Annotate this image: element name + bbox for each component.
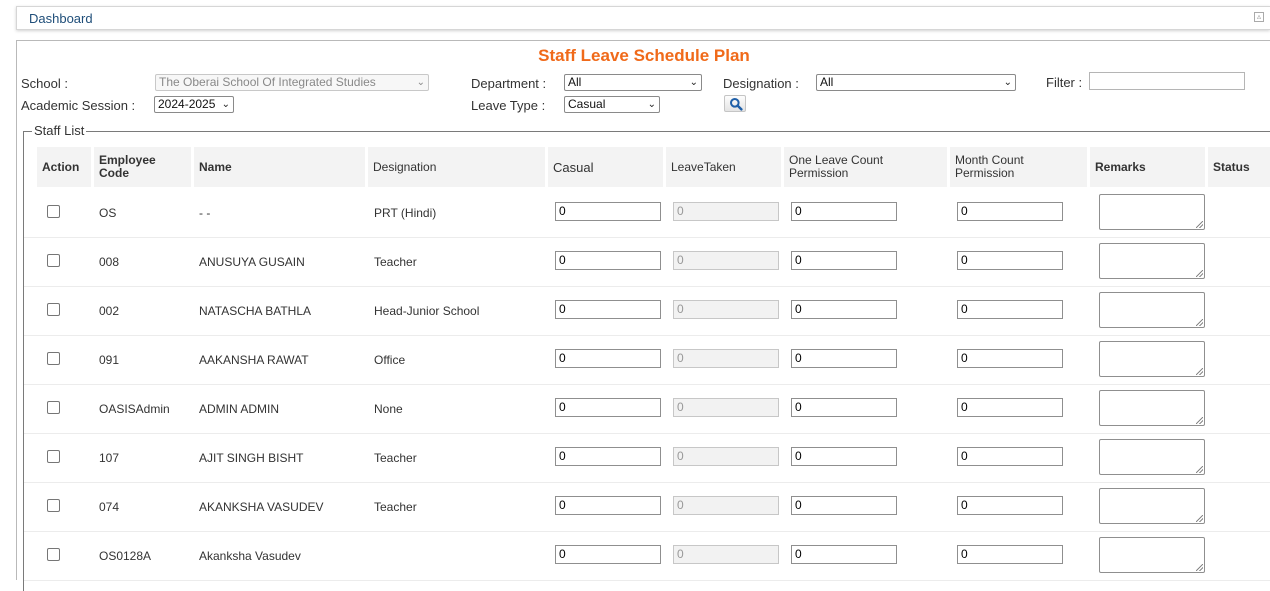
- col-remarks: Remarks: [1090, 147, 1205, 187]
- employee-name: AJIT SINGH BISHT: [199, 451, 304, 465]
- month-count-input[interactable]: 0: [957, 496, 1063, 515]
- department-select[interactable]: [564, 74, 702, 91]
- staff-list: [23, 123, 1270, 591]
- employee-name: NATASCHA BATHLA: [199, 304, 312, 318]
- col-status: Status: [1208, 147, 1270, 187]
- employee-designation: Teacher: [374, 451, 417, 465]
- col-casual: Casual: [548, 147, 663, 187]
- restore-icon[interactable]: ▵: [1254, 12, 1264, 22]
- table-row: [24, 532, 1270, 581]
- session-label: Academic Session :: [21, 98, 136, 113]
- page-title: Staff Leave Schedule Plan: [538, 46, 750, 65]
- remarks-textarea[interactable]: [1099, 537, 1205, 573]
- table-row: [24, 189, 1270, 238]
- filter-label: Filter :: [1046, 75, 1083, 90]
- remarks-textarea[interactable]: [1099, 341, 1205, 377]
- search-button[interactable]: [724, 95, 746, 112]
- one-leave-count-input[interactable]: 0: [791, 300, 897, 319]
- designation-label: Designation :: [723, 76, 799, 91]
- table-row: [24, 385, 1270, 434]
- employee-designation: Head-Junior School: [374, 304, 480, 318]
- one-leave-count-input[interactable]: 0: [791, 202, 897, 221]
- leave-taken-input: 0: [673, 202, 779, 221]
- one-leave-count-input[interactable]: 0: [791, 349, 897, 368]
- employee-code: 008: [99, 255, 120, 269]
- school-label: School :: [21, 76, 68, 91]
- chevron-down-icon: ⌄: [647, 99, 656, 110]
- resize-grip-icon: [1196, 466, 1203, 473]
- col-action: Action: [37, 147, 91, 187]
- designation-select[interactable]: [816, 74, 1016, 91]
- leave-type-select[interactable]: [564, 96, 660, 113]
- col-name: Name: [194, 147, 365, 187]
- month-count-input[interactable]: 0: [957, 202, 1063, 221]
- casual-input[interactable]: 0: [555, 545, 661, 564]
- col-leave-taken: LeaveTaken: [666, 147, 781, 187]
- chevron-down-icon: ⌄: [221, 99, 230, 110]
- chevron-down-icon: ⌄: [689, 77, 698, 88]
- designation-select-value: All: [820, 75, 834, 89]
- one-leave-count-input[interactable]: 0: [791, 496, 897, 515]
- table-row: [24, 483, 1270, 532]
- month-count-input[interactable]: 0: [957, 349, 1063, 368]
- row-select-checkbox[interactable]: [47, 450, 60, 463]
- casual-input[interactable]: 0: [555, 349, 661, 368]
- employee-name: AKANKSHA VASUDEV: [199, 500, 324, 514]
- one-leave-count-input[interactable]: 0: [791, 251, 897, 270]
- search-icon: [729, 97, 743, 111]
- chevron-down-icon: ⌄: [416, 77, 425, 88]
- row-select-checkbox[interactable]: [47, 548, 60, 561]
- remarks-textarea[interactable]: [1099, 243, 1205, 279]
- employee-designation: Teacher: [374, 255, 417, 269]
- col-month-count: Month Count Permission: [950, 147, 1087, 187]
- session-select-value: 2024-2025: [158, 97, 216, 111]
- filter-input[interactable]: [1089, 72, 1245, 90]
- resize-grip-icon: [1196, 417, 1203, 424]
- row-select-checkbox[interactable]: [47, 254, 60, 267]
- leave-taken-input: 0: [673, 398, 779, 417]
- casual-input[interactable]: 0: [555, 447, 661, 466]
- month-count-input[interactable]: 0: [957, 545, 1063, 564]
- employee-name: Akanksha Vasudev: [199, 549, 301, 563]
- breadcrumb-dashboard[interactable]: Dashboard: [29, 11, 93, 26]
- one-leave-count-input[interactable]: 0: [791, 545, 897, 564]
- row-select-checkbox[interactable]: [47, 303, 60, 316]
- leave-type-label: Leave Type :: [471, 98, 546, 113]
- remarks-textarea[interactable]: [1099, 194, 1205, 230]
- resize-grip-icon: [1196, 270, 1203, 277]
- employee-code: OS0128A: [99, 549, 152, 563]
- chevron-down-icon: ⌄: [1003, 77, 1012, 88]
- employee-name: ANUSUYA GUSAIN: [199, 255, 305, 269]
- employee-code: 091: [99, 353, 120, 367]
- department-label: Department :: [471, 76, 547, 91]
- employee-code: 107: [99, 451, 120, 465]
- leave-taken-input: 0: [673, 349, 779, 368]
- casual-input[interactable]: 0: [555, 496, 661, 515]
- employee-designation: None: [374, 402, 403, 416]
- resize-grip-icon: [1196, 368, 1203, 375]
- session-select[interactable]: [154, 96, 234, 113]
- staff-list-legend: Staff List: [34, 123, 85, 138]
- month-count-input[interactable]: 0: [957, 447, 1063, 466]
- casual-input[interactable]: 0: [555, 202, 661, 221]
- col-one-leave-count: One Leave Count Permission: [784, 147, 947, 187]
- table-row: [24, 336, 1270, 385]
- main-panel: [16, 40, 1270, 580]
- remarks-textarea[interactable]: [1099, 292, 1205, 328]
- resize-grip-icon: [1196, 319, 1203, 326]
- school-select: [155, 74, 429, 91]
- remarks-textarea[interactable]: [1099, 390, 1205, 426]
- leave-taken-input: 0: [673, 496, 779, 515]
- employee-designation: Office: [374, 353, 406, 367]
- row-select-checkbox[interactable]: [47, 401, 60, 414]
- one-leave-count-input[interactable]: 0: [791, 447, 897, 466]
- month-count-input[interactable]: 0: [957, 398, 1063, 417]
- leave-taken-input: 0: [673, 447, 779, 466]
- row-select-checkbox[interactable]: [47, 499, 60, 512]
- resize-grip-icon: [1196, 221, 1203, 228]
- row-select-checkbox[interactable]: [47, 205, 60, 218]
- table-row: [24, 434, 1270, 483]
- employee-code: OASISAdmin: [99, 402, 170, 416]
- leave-type-select-value: Casual: [568, 97, 606, 111]
- employee-code: 002: [99, 304, 120, 318]
- department-select-value: All: [568, 75, 582, 89]
- month-count-input[interactable]: 0: [957, 300, 1063, 319]
- table-row: [24, 287, 1270, 336]
- one-leave-count-input[interactable]: 0: [791, 398, 897, 417]
- employee-name: ADMIN ADMIN: [199, 402, 280, 416]
- school-select-value: The Oberai School Of Integrated Studies: [159, 75, 376, 89]
- casual-input[interactable]: 0: [555, 398, 661, 417]
- employee-code: OS: [99, 206, 117, 220]
- employee-designation: Teacher: [374, 500, 417, 514]
- casual-input[interactable]: 0: [555, 300, 661, 319]
- top-bar: [16, 6, 1270, 30]
- employee-designation: PRT (Hindi): [374, 206, 437, 220]
- resize-grip-icon: [1196, 515, 1203, 522]
- col-employee-code: Employee Code: [94, 147, 191, 187]
- leave-taken-input: 0: [673, 545, 779, 564]
- month-count-input[interactable]: 0: [957, 251, 1063, 270]
- col-designation: Designation: [368, 147, 545, 187]
- remarks-textarea[interactable]: [1099, 488, 1205, 524]
- leave-taken-input: 0: [673, 251, 779, 270]
- table-row: [24, 238, 1270, 287]
- employee-name: AAKANSHA RAWAT: [199, 353, 309, 367]
- employee-name: - -: [199, 206, 211, 220]
- leave-taken-input: 0: [673, 300, 779, 319]
- remarks-textarea[interactable]: [1099, 439, 1205, 475]
- row-select-checkbox[interactable]: [47, 352, 60, 365]
- employee-code: 074: [99, 500, 120, 514]
- resize-grip-icon: [1196, 564, 1203, 571]
- casual-input[interactable]: 0: [555, 251, 661, 270]
